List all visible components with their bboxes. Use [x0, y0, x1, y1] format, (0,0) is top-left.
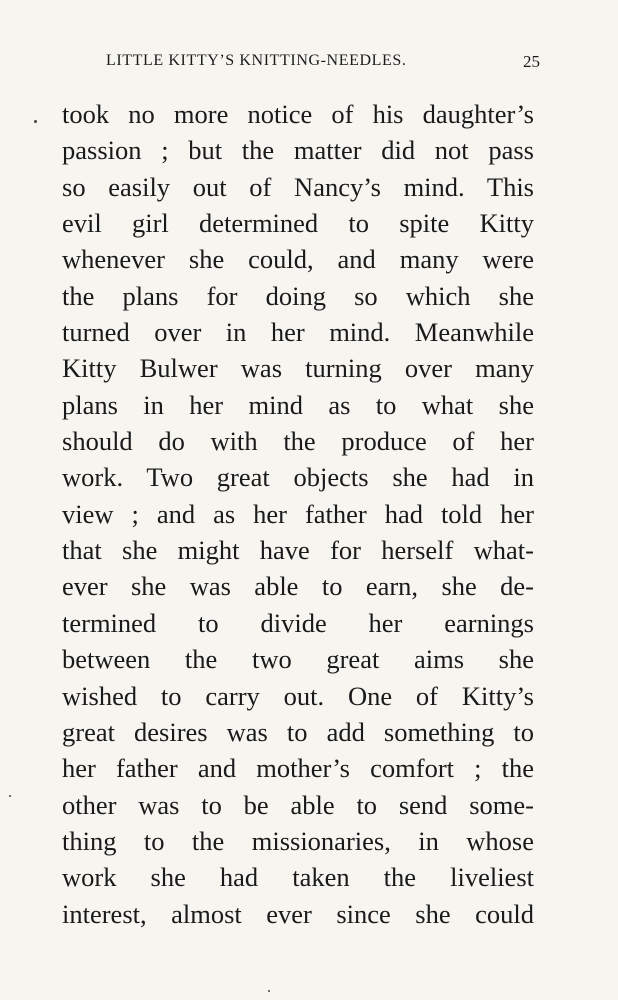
text-line: turned over in her mind. Meanwhile — [62, 317, 534, 348]
text-line: view ; and as her father had told her — [62, 498, 534, 529]
text-line: between the two great aims she — [62, 644, 534, 675]
text-line: should do with the produce of her — [62, 426, 534, 457]
text-line: work. Two great objects she had in — [62, 462, 534, 493]
body-text — [62, 96, 534, 932]
text-line: took no more notice of his daughter’s — [62, 99, 534, 129]
text-line: plans in her mind as to what she — [62, 389, 534, 420]
text-line: so easily out of Nancy’s mind. This — [62, 171, 534, 202]
text-line: whenever she could, and many were — [62, 244, 534, 275]
text-line: her father and mother’s comfort ; the — [62, 753, 534, 784]
running-head — [60, 52, 540, 76]
text-line: wished to carry out. One of Kitty’s — [62, 680, 534, 711]
running-title: LITTLE KITTY’S KNITTING-NEEDLES. — [106, 52, 407, 69]
text-line: Kitty Bulwer was turning over many — [62, 353, 534, 384]
text-line: ever she was able to earn, she de- — [62, 571, 534, 602]
ink-speck — [268, 990, 270, 992]
text-line: evil girl determined to spite Kitty — [62, 208, 534, 239]
text-line: that she might have for herself what- — [62, 535, 534, 566]
text-line: work she had taken the liveliest — [62, 862, 534, 893]
text-line: thing to the missionaries, in whose — [62, 825, 534, 856]
text-line: great desires was to add something to — [62, 716, 534, 747]
text-line: other was to be able to send some- — [62, 789, 534, 820]
ink-speck — [9, 795, 11, 797]
page-number: 25 — [523, 52, 540, 71]
text-line: interest, almost ever since she could — [62, 898, 534, 929]
text-line: termined to divide her earnings — [62, 607, 534, 638]
text-line: the plans for doing so which she — [62, 280, 534, 311]
text-line: passion ; but the matter did not pass — [62, 135, 534, 166]
ink-speck — [34, 120, 37, 123]
